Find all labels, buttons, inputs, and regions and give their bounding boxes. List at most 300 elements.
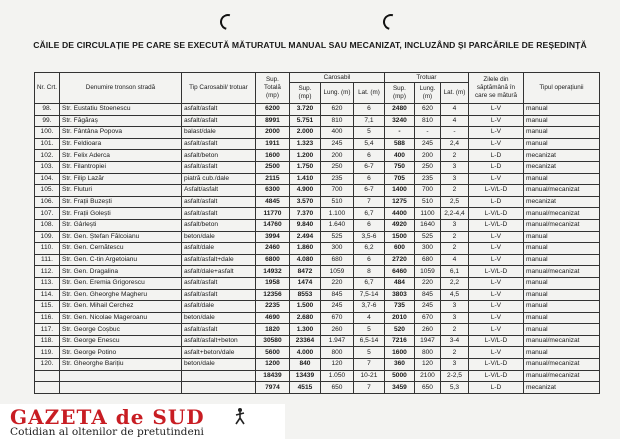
cell-op: manual/mecanizat [523,219,599,231]
cell-t-lat: 2,2 [440,277,468,289]
cell-t-lung: 1947 [414,335,440,347]
cell-nr: 119. [35,347,60,359]
cell-c-lung: 810 [320,115,353,127]
table-row [35,370,600,382]
cell-name: Str. Gen. C-tin Argetoianu [59,254,181,266]
cell-total: 2500 [255,161,289,173]
cell-nr: 98. [35,104,60,116]
cell-t-sup: 520 [384,324,414,336]
cell-type: asfalt/asfalt [181,196,255,208]
cell-t-lat: 2 [440,231,468,243]
cell-c-lung: 680 [320,254,353,266]
cell-type: asfalt+beton/dale [181,347,255,359]
cell-type: balast/dale [181,127,255,139]
cell-t-lung: 245 [414,138,440,150]
cell-op: manual [523,138,599,150]
cell-name: Str. Filip Lazăr [59,173,181,185]
table-row [35,127,600,139]
cell-t-sup: 705 [384,173,414,185]
cell-days: L-V [468,254,523,266]
cell-c-lung: 700 [320,185,353,197]
cell-total: 7974 [255,382,289,394]
cell-nr: 118. [35,335,60,347]
table-row [35,231,600,243]
cell-type: Asfalt/asfalt [181,185,255,197]
table-row [35,359,600,371]
cell-c-lung: 220 [320,277,353,289]
cell-c-lat: 3,7-6 [353,301,384,313]
cell-op: manual [523,324,599,336]
brand-tagline: Cotidian al oltenilor de pretutindeni [10,426,204,438]
cell-c-lung: 525 [320,231,353,243]
cell-op: manual [523,301,599,313]
cell-t-sup: 3803 [384,289,414,301]
punch-hole-mark [217,11,239,33]
cell-op: mecanizat [523,161,599,173]
cell-c-sup: 2.000 [289,127,320,139]
cell-t-lat: 2,5 [440,196,468,208]
cell-nr: 106. [35,196,60,208]
cell-days: L-V/L-D [468,185,523,197]
cell-total: 5600 [255,347,289,359]
header-c-lat: Lat. (m) [353,83,384,104]
cell-c-lat: 3,5-6 [353,231,384,243]
table-row [35,347,600,359]
cell-c-lung: 300 [320,243,353,255]
cell-name: Str. Frații Golești [59,208,181,220]
cell-t-lat: 2 [440,243,468,255]
cell-total: 1911 [255,138,289,150]
cell-c-sup: 3.570 [289,196,320,208]
cell-c-lung: 200 [320,150,353,162]
table-row [35,254,600,266]
cell-name: Str. Felix Aderca [59,150,181,162]
cell-name: Str. Gen. Eremia Grigorescu [59,277,181,289]
cell-name: Str. Gheorghe Barițiu [59,359,181,371]
table-row [35,335,600,347]
cell-op: manual [523,243,599,255]
cell-t-sup: 1400 [384,185,414,197]
cell-nr: 107. [35,208,60,220]
cell-t-lung: 1640 [414,219,440,231]
cell-c-lung: 845 [320,289,353,301]
cell-type: asfalt/asfalt [181,289,255,301]
cell-c-lung: 800 [320,347,353,359]
table-row [35,382,600,394]
cell-name: Str. Gârlești [59,219,181,231]
cell-c-lat: 7 [353,382,384,394]
cell-type: beton/dale [181,231,255,243]
cell-c-sup: 4515 [289,382,320,394]
cell-nr [35,370,60,382]
cell-days: L-D [468,161,523,173]
cell-t-lung: 650 [414,382,440,394]
cell-c-lung: 400 [320,127,353,139]
cell-t-lat: 2 [440,150,468,162]
table-row [35,115,600,127]
cell-c-sup: 8553 [289,289,320,301]
cell-t-lung: 200 [414,150,440,162]
cell-nr: 112. [35,266,60,278]
cell-type: asfalt/asfalt+beton [181,335,255,347]
cell-t-lat: 3 [440,173,468,185]
table-row [35,301,600,313]
cell-t-sup: 4920 [384,219,414,231]
cell-c-lat: 10-21 [353,370,384,382]
cell-type: beton/dale [181,359,255,371]
cell-days: L-V/L-D [468,219,523,231]
header-c-lung: Lung. (m) [320,83,353,104]
cell-nr: 113. [35,277,60,289]
cell-c-lat: 6 [353,254,384,266]
header-type: Tip Carosabil/ trotuar [181,73,255,104]
cell-nr: 99. [35,115,60,127]
cell-t-lung: 235 [414,173,440,185]
cell-t-sup: 1600 [384,347,414,359]
cell-days: L-V/L-D [468,370,523,382]
cell-c-sup: 1.750 [289,161,320,173]
cell-name [59,382,181,394]
header-c-sup: Sup. (mp) [289,83,320,104]
cell-c-lat: 7,1 [353,115,384,127]
cell-c-sup: 4.900 [289,185,320,197]
cell-c-sup: 4.000 [289,347,320,359]
cell-t-sup: 2480 [384,104,414,116]
cell-type: asfalt/asfalt [181,324,255,336]
cell-name: Str. Frații Buzești [59,196,181,208]
table-row [35,243,600,255]
cell-nr: 101. [35,138,60,150]
cell-c-lat: 4 [353,312,384,324]
cell-t-lat: 4 [440,104,468,116]
header-name: Denumire tronson stradă [59,73,181,104]
cell-c-sup: 7.370 [289,208,320,220]
cell-name: Str. Eustatiu Stoenescu [59,104,181,116]
table-row [35,161,600,173]
cell-total: 1820 [255,324,289,336]
cell-t-lat: 2 [440,347,468,359]
cell-op: manual [523,231,599,243]
cell-op: manual/mecanizat [523,266,599,278]
cell-t-lung: 260 [414,324,440,336]
cell-c-sup: 1.323 [289,138,320,150]
cell-type: asfalt/asfalt [181,104,255,116]
cell-t-lat: 3-4 [440,335,468,347]
cell-c-lat: 8 [353,266,384,278]
brand-name: GAZETA de SUD [10,405,205,429]
cell-nr: 103. [35,161,60,173]
cell-c-sup: 1.200 [289,150,320,162]
streets-table [34,72,600,394]
cell-c-lat: 6,7 [353,208,384,220]
cell-t-sup: - [384,127,414,139]
cell-t-lat: 2 [440,324,468,336]
cell-t-sup: 2720 [384,254,414,266]
cell-op: manual [523,289,599,301]
cell-c-lat: 6 [353,219,384,231]
cell-total: 6200 [255,104,289,116]
cell-type: asfalt/asfalt [181,115,255,127]
header-carosabil: Carosabil [289,73,384,83]
cell-name: Str. George Enescu [59,335,181,347]
cell-t-sup: 360 [384,359,414,371]
cell-t-lat: - [440,127,468,139]
table-row [35,266,600,278]
cell-t-sup: 588 [384,138,414,150]
cell-op: mecanizat [523,150,599,162]
cell-total: 2115 [255,173,289,185]
cell-c-lat: 6,5-14 [353,335,384,347]
cell-type: asfalt/asfalt [181,161,255,173]
header-trotuar: Trotuar [384,73,468,83]
cell-op: manual [523,104,599,116]
cell-t-lung: 510 [414,196,440,208]
cell-c-sup: 3.720 [289,104,320,116]
cell-op: mecanizat [523,382,599,394]
table-row [35,277,600,289]
cell-c-lung: 670 [320,312,353,324]
cell-c-lung: 1.100 [320,208,353,220]
cell-t-sup: 3459 [384,382,414,394]
cell-c-lung: 245 [320,301,353,313]
cell-name: Str. Filantropiei [59,161,181,173]
cell-total: 8991 [255,115,289,127]
cell-name: Str. Gen. Dragalina [59,266,181,278]
cell-t-lung: 620 [414,104,440,116]
header-t-lat: Lat. (m) [440,83,468,104]
cell-op: manual [523,173,599,185]
cell-c-lat: 6-7 [353,161,384,173]
cell-c-lung: 260 [320,324,353,336]
cell-nr: 110. [35,243,60,255]
cell-days: L-V [468,127,523,139]
cell-type: asfalt/asfalt [181,277,255,289]
cell-c-lat: 6,2 [353,243,384,255]
cell-t-lat: 2,4 [440,138,468,150]
cell-days: L-V [468,243,523,255]
cell-type: asfalt/beton [181,219,255,231]
cell-t-lat: 3 [440,219,468,231]
cell-days: L-V/L-D [468,359,523,371]
cell-nr: 109. [35,231,60,243]
cell-name: Str. Făgăraș [59,115,181,127]
cell-days: L-V [468,138,523,150]
cell-t-lung: 220 [414,277,440,289]
table-row [35,312,600,324]
cell-c-sup: 5.751 [289,115,320,127]
cell-c-lung: 1.947 [320,335,353,347]
cell-total: 2000 [255,127,289,139]
cell-name: Str. Gen. Mihail Cerchez [59,301,181,313]
cell-days: L-D [468,382,523,394]
table-row [35,185,600,197]
cell-nr: 100. [35,127,60,139]
cell-total: 12356 [255,289,289,301]
cell-days: L-V [468,115,523,127]
cell-c-sup: 2.680 [289,312,320,324]
cell-c-sup: 1.500 [289,301,320,313]
cell-total: 11770 [255,208,289,220]
header-total: Sup. Totală (mp) [255,73,289,104]
cell-days: L-V [468,347,523,359]
cell-t-lung: 810 [414,115,440,127]
brand-logo-icon [232,407,248,425]
cell-t-lat: 2,2-4,4 [440,208,468,220]
cell-t-lat: 4,5 [440,289,468,301]
cell-total: 3994 [255,231,289,243]
cell-c-sup: 1.410 [289,173,320,185]
cell-c-lung: 650 [320,382,353,394]
cell-total: 14760 [255,219,289,231]
cell-total: 1958 [255,277,289,289]
cell-op: manual [523,254,599,266]
cell-days: L-V [468,231,523,243]
cell-c-sup: 4.080 [289,254,320,266]
table-row [35,104,600,116]
header-t-sup: Sup. (mp) [384,83,414,104]
cell-type: asfalt/dale+asfalt [181,266,255,278]
cell-nr: 115. [35,301,60,313]
cell-t-lung: 1059 [414,266,440,278]
cell-total: 18439 [255,370,289,382]
cell-name: Str. Fluturi [59,185,181,197]
cell-c-lung: 245 [320,138,353,150]
cell-nr [35,382,60,394]
cell-nr: 102. [35,150,60,162]
cell-c-lat: 7 [353,359,384,371]
cell-t-lung: 800 [414,347,440,359]
cell-c-lung: 1059 [320,266,353,278]
cell-t-lung: 680 [414,254,440,266]
cell-type: piatră cub./dale [181,173,255,185]
cell-t-lat: 4 [440,115,468,127]
cell-nr: 111. [35,254,60,266]
cell-name: Str. Gen. Gheorghe Magheru [59,289,181,301]
cell-t-lung: 120 [414,359,440,371]
cell-t-lat: 3 [440,359,468,371]
cell-c-lung: 120 [320,359,353,371]
cell-nr: 108. [35,219,60,231]
cell-nr: 120. [35,359,60,371]
cell-c-lung: 250 [320,161,353,173]
cell-name [59,370,181,382]
table-row [35,173,600,185]
cell-c-lung: 235 [320,173,353,185]
cell-op: manual [523,312,599,324]
cell-t-lung: 525 [414,231,440,243]
cell-nr: 116. [35,312,60,324]
cell-total: 1200 [255,359,289,371]
cell-t-sup: 4400 [384,208,414,220]
cell-t-lung: 2100 [414,370,440,382]
cell-op: manual [523,347,599,359]
cell-c-lat: 6,7 [353,277,384,289]
cell-days: L-V [468,324,523,336]
cell-t-lat: 4 [440,254,468,266]
cell-t-lat: 3 [440,301,468,313]
cell-total: 4690 [255,312,289,324]
cell-name: Str. George Potino [59,347,181,359]
cell-c-lung: 1.640 [320,219,353,231]
cell-nr: 104. [35,173,60,185]
cell-t-sup: 1275 [384,196,414,208]
cell-total: 6800 [255,254,289,266]
cell-nr: 114. [35,289,60,301]
cell-t-lat: 3 [440,161,468,173]
cell-name: Str. Feldioara [59,138,181,150]
cell-op: mecanizat [523,196,599,208]
cell-t-lat: 5,3 [440,382,468,394]
cell-t-sup: 1500 [384,231,414,243]
cell-t-sup: 750 [384,161,414,173]
cell-t-lat: 6,1 [440,266,468,278]
cell-op: manual/mecanizat [523,335,599,347]
cell-name: Str. Gen. Nicolae Mageroanu [59,312,181,324]
cell-t-lung: - [414,127,440,139]
cell-t-sup: 400 [384,150,414,162]
cell-c-sup: 1.860 [289,243,320,255]
table-row [35,289,600,301]
table-row [35,208,600,220]
cell-t-sup: 600 [384,243,414,255]
cell-c-lat: 5 [353,347,384,359]
cell-type [181,382,255,394]
table-row [35,138,600,150]
cell-t-sup: 7216 [384,335,414,347]
cell-c-lat: 5,4 [353,138,384,150]
cell-t-lung: 300 [414,243,440,255]
cell-type: asfalt/asfalt [181,208,255,220]
cell-op: manual/mecanizat [523,359,599,371]
cell-c-lat: 5 [353,127,384,139]
cell-t-sup: 3240 [384,115,414,127]
punch-hole-mark [380,11,402,33]
cell-op: manual/mecanizat [523,185,599,197]
document-title: CĂILE DE CIRCULAȚIE PE CARE SE EXECUTĂ MĂTURATUL MANUAL SAU MECANIZAT, INCLUZÂND ȘI PARCĂRILE DE REȘEDINȚĂ [33,40,587,50]
cell-op: manual [523,127,599,139]
cell-t-sup: 735 [384,301,414,313]
table-row [35,219,600,231]
cell-op: manual/mecanizat [523,208,599,220]
cell-total: 30580 [255,335,289,347]
cell-t-lung: 845 [414,289,440,301]
cell-t-sup: 484 [384,277,414,289]
cell-type: asfalt/asfalt [181,138,255,150]
cell-type: asfalt/beton [181,150,255,162]
cell-c-sup: 23364 [289,335,320,347]
cell-t-lung: 1100 [414,208,440,220]
cell-days: L-V/L-D [468,335,523,347]
cell-c-sup: 9.840 [289,219,320,231]
cell-type: asfalt/asfalt+dale [181,254,255,266]
cell-t-lat: 3 [440,312,468,324]
cell-type: asfalt/dale [181,243,255,255]
cell-nr: 117. [35,324,60,336]
cell-t-sup: 5000 [384,370,414,382]
table-row [35,150,600,162]
cell-c-lung: 1.050 [320,370,353,382]
cell-c-sup: 1474 [289,277,320,289]
header-t-lung: Lung. (m) [414,83,440,104]
cell-total: 2235 [255,301,289,313]
cell-t-lat: 2 [440,185,468,197]
header-operation: Tipul operațiunii [523,73,599,104]
cell-t-sup: 2010 [384,312,414,324]
cell-op: manual/mecanizat [523,370,599,382]
cell-c-sup: 1.300 [289,324,320,336]
cell-total: 1600 [255,150,289,162]
cell-name: Str. Gen. Ștefan Fălcoianu [59,231,181,243]
